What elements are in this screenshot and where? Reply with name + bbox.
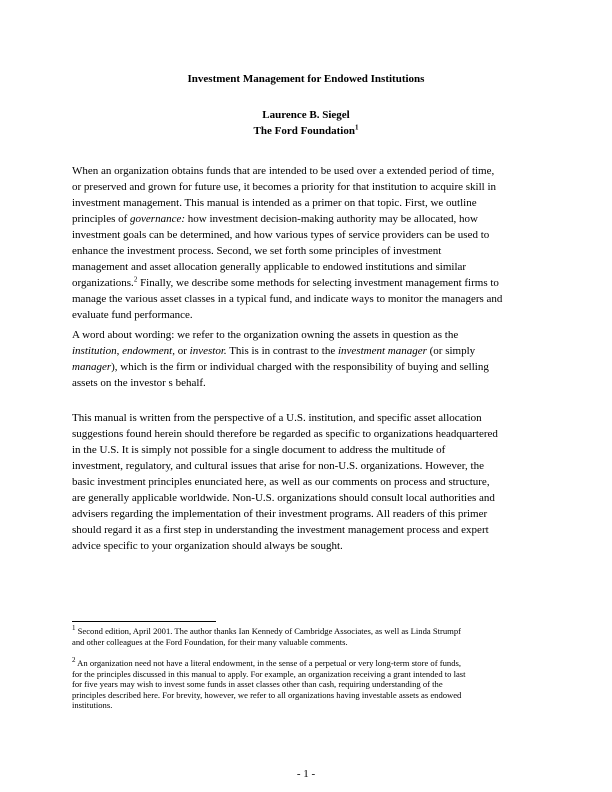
text-line — [72, 211, 546, 227]
italic-term-investment-manager: investment manager — [337, 345, 427, 357]
footnote-ref-1: 1 — [354, 123, 359, 132]
footnote-line: principles described here. For brevity, however, we refer to all organizations having investable assets as endowed — [72, 689, 462, 700]
text-run: organizations. — [72, 277, 134, 289]
text-line — [72, 359, 546, 375]
text-line: assets on the investor s behalf. — [72, 377, 206, 389]
author-block — [0, 107, 612, 139]
affiliation-text: The Ford Foundation — [253, 125, 355, 137]
paragraph-wording — [72, 327, 546, 391]
italic-term-investor: investor. — [189, 345, 227, 357]
text-line: investment, regulatory, and cultural issues that arise for non-U.S. organizations. However, the — [72, 460, 484, 472]
footnote-ref-2: 2 — [133, 275, 138, 284]
footnote-line: for the principles discussed in this manual to apply. For example, an organization receiving a grant intended to last — [72, 668, 466, 679]
text-line: investment goals can be determined, and how various types of service providers can be used to — [72, 229, 490, 241]
text-line: enhance the investment process. Second, we set forth some principles of investment — [72, 245, 442, 257]
page-number: - 1 - — [296, 768, 316, 780]
text-line: suggestions found herein should therefore be regarded as specific to organizations headquartered — [72, 428, 498, 440]
text-line: investment management. This manual is intended as a primer on that topic. First, we outline — [72, 197, 477, 209]
text-run: (or simply — [426, 345, 476, 357]
author-name: Laurence B. Siegel — [262, 109, 350, 121]
text-run: how investment decision-making authority may be allocated, how — [185, 213, 478, 225]
text-run: An organization need not have a literal endowment, in the sense of a perpetual or very long-term store of funds, — [75, 658, 461, 668]
italic-term-governance: governance: — [130, 213, 186, 225]
text-line: in the U.S. It is simply not possible for a single document to address the multitude of — [72, 444, 446, 456]
text-line: management and asset allocation generally applicable to endowed institutions and similar — [72, 261, 467, 273]
document-title: Investment Management for Endowed Institutions — [187, 73, 425, 85]
text-run: ), which is the firm or individual charged with the responsibility of buying and selling — [111, 361, 489, 373]
author-affiliation — [0, 123, 612, 139]
footnote-2 — [72, 658, 546, 711]
footnote-mark-2: 2 — [72, 656, 76, 665]
footnote-line — [72, 626, 546, 637]
italic-term-endowment: endowment — [122, 345, 173, 357]
text-line: are generally applicable worldwide. Non-U.S. organizations should consult local authorities and — [72, 492, 495, 504]
text-run: principles of — [72, 213, 131, 225]
text-line: A word about wording: we refer to the organization owning the assets in question as the — [72, 329, 459, 341]
text-line: should regard it as a first step in understanding the investment management process and expert — [72, 524, 489, 536]
footnote-line — [72, 658, 546, 669]
footnote-1 — [72, 626, 546, 647]
text-line: manage the various asset classes in a typical fund, and indicate ways to monitor the managers and — [72, 293, 503, 305]
footnote-line: for five years may wish to invest some funds in asset classes other than cash, requiring understanding of the — [72, 679, 443, 689]
italic-term-institution: institution — [72, 345, 117, 357]
text-line: basic investment principles enunciated here, as well as our comments on process and structure, — [72, 476, 490, 488]
text-line: evaluate fund performance. — [72, 309, 193, 321]
italic-term-manager: manager — [72, 361, 112, 373]
text-run: , — [116, 345, 123, 357]
text-line: or preserved and grown for future use, it becomes a priority for that institution to acquire skill in — [72, 181, 496, 193]
text-line: This manual is written from the perspective of a U.S. institution, and specific asset allocation — [72, 412, 482, 424]
footnote-separator — [72, 621, 216, 622]
text-line: When an organization obtains funds that are intended to be used over a extended period of time, — [72, 165, 495, 177]
paragraph-scope — [72, 410, 546, 554]
text-line: advisers regarding the implementation of their investment programs. All readers of this primer — [72, 508, 488, 520]
text-line — [72, 343, 546, 359]
text-run: This is in contrast to the — [226, 345, 338, 357]
text-run: Finally, we describe some methods for selecting investment management firms to — [137, 277, 499, 289]
footnote-line: and other colleagues at the Ford Foundation, for their many valuable comments. — [72, 636, 348, 647]
text-run: , or — [172, 345, 190, 357]
text-line — [72, 275, 546, 291]
footnote-line: institutions. — [72, 700, 113, 710]
text-run: Second edition, April 2001. The author thanks Ian Kennedy of Cambridge Associates, as well as Linda Strumpf — [75, 626, 462, 636]
text-line: advice specific to your organization should always be sought. — [72, 540, 343, 552]
paragraph-introduction — [72, 163, 546, 323]
footnote-mark-1: 1 — [72, 624, 76, 633]
